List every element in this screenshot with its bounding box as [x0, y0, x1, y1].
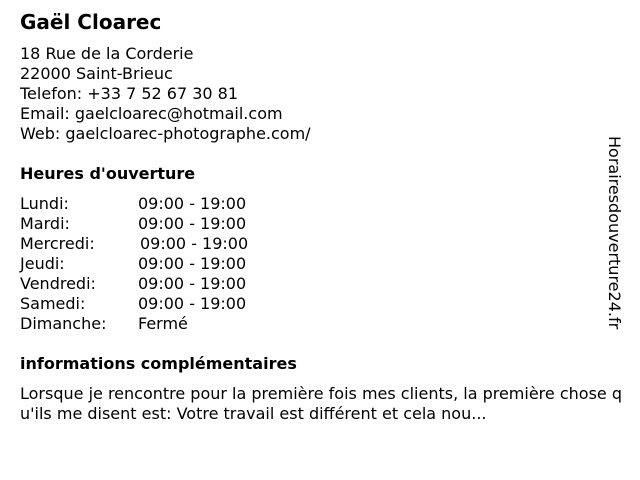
- brand-watermark: Horairesdouverture24.fr: [605, 136, 624, 330]
- hours-table: [20, 194, 280, 334]
- day-label: Mercredi:: [20, 234, 95, 253]
- day-hours: 09:00 - 19:00: [138, 294, 247, 313]
- website-text: Web: gaelcloarec-photographe.com/: [20, 124, 311, 143]
- hours-row-vendredi: [20, 274, 280, 294]
- address-line-2: 22000 Saint-Brieuc: [20, 64, 173, 83]
- day-label: Lundi:: [20, 194, 69, 213]
- address-line-1: 18 Rue de la Corderie: [20, 44, 194, 63]
- contact-block: [20, 44, 311, 144]
- day-hours: 09:00 - 19:00: [138, 214, 247, 233]
- day-label: Samedi:: [20, 294, 86, 313]
- hours-row-lundi: [20, 194, 280, 214]
- email-text: Email: gaelcloarec@hotmail.com: [20, 104, 283, 123]
- day-hours: 09:00 - 19:00: [140, 234, 249, 253]
- business-name: Gaël Cloarec: [20, 10, 162, 34]
- day-hours: 09:00 - 19:00: [138, 254, 247, 273]
- hours-row-mardi: [20, 214, 280, 234]
- day-label: Dimanche:: [20, 314, 107, 333]
- day-label: Mardi:: [20, 214, 70, 233]
- info-description: Lorsque je rencontre pour la première fois mes clients, la première chose qu'ils me disent est: Votre travail est différent et cela nou...: [20, 384, 622, 423]
- day-hours: 09:00 - 19:00: [138, 274, 247, 293]
- hours-row-samedi: [20, 294, 280, 314]
- hours-heading: Heures d'ouverture: [20, 164, 196, 183]
- day-label: Vendredi:: [20, 274, 96, 293]
- hours-row-mercredi: [20, 234, 280, 254]
- hours-row-jeudi: [20, 254, 280, 274]
- phone-text: Telefon: +33 7 52 67 30 81: [20, 84, 239, 103]
- day-label: Jeudi:: [20, 254, 65, 273]
- day-hours: 09:00 - 19:00: [138, 194, 247, 213]
- hours-row-dimanche: [20, 314, 280, 334]
- info-heading: informations complémentaires: [20, 354, 297, 373]
- day-hours: Fermé: [138, 314, 188, 333]
